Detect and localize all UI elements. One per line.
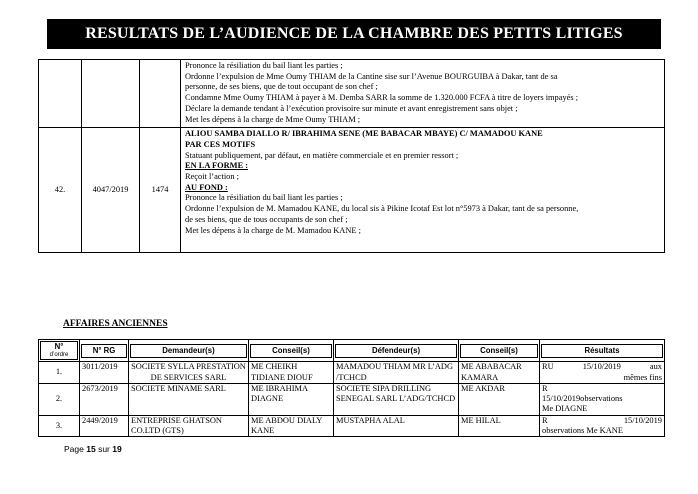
- cell-code: 1474: [140, 128, 181, 253]
- decision-line: Statuant publiquement, par défaut, en matière commerciale et en premier ressort ;: [185, 150, 459, 160]
- header-resultats: Résultats: [540, 340, 665, 362]
- decision-line: Reçoit l’action ;: [185, 172, 239, 182]
- case-parties: ALIOU SAMBA DIALLO R/ IBRAHIMA SENE (ME BABACAR MBAYE) C/ MAMADOU KANE: [185, 129, 543, 139]
- cell-conseil: ME ABDOU DIALY KANE: [249, 415, 334, 437]
- section-title: AFFAIRES ANCIENNES: [63, 319, 168, 329]
- page-number: 15: [86, 444, 96, 454]
- cell-num: 3.: [39, 415, 80, 437]
- header-demandeur: Demandeur(s): [129, 340, 249, 362]
- cell-decision: [181, 60, 665, 128]
- cell-demandeur: SOCIETE MINAME SARL: [129, 383, 249, 415]
- decision-line: Déclare la demande tendant à l’exécution provisoire sur minute et avant enregistrement sans objet ;: [185, 103, 518, 113]
- decision-line: Prononce la résiliation du bail liant les parties ;: [185, 61, 343, 70]
- decision-line: personne, de ses biens, que de tout occupant de son chef ;: [185, 82, 378, 92]
- of-label: sur: [98, 444, 110, 454]
- decision-line: Condamne Mme Oumy THIAM à payer à M. Demba SARR la somme de 1.320.000 FCFA à titre de loyers impayés ;: [185, 93, 579, 103]
- table-row: [39, 415, 665, 437]
- cell-defendeur: MUSTAPHA ALAL: [334, 415, 459, 437]
- cell-resultat: RU 15/10/2019 aux mêmes fins: [540, 362, 665, 384]
- page-total: 19: [112, 444, 122, 454]
- cell-num: 1.: [39, 362, 80, 384]
- old-cases-table: [38, 339, 665, 437]
- cell-demandeur: ENTREPRISE GHATSON CO.LTD (GTS): [129, 415, 249, 437]
- fond-heading: AU FOND :: [185, 182, 228, 192]
- cell-decision: [181, 128, 665, 253]
- page-footer: [64, 444, 122, 454]
- cell-rg: 4047/2019: [82, 128, 140, 253]
- cell-resultat: R 15/10/2019 observations Me KANE: [540, 415, 665, 437]
- table-row: [39, 362, 665, 384]
- cell-demandeur: SOCIETE SYLLA PRESTATION DE SERVICES SARL: [129, 362, 249, 384]
- table-row: [39, 128, 665, 253]
- decision-line: de ses biens, que de tous occupants de son chef ;: [185, 214, 348, 224]
- decision-line: Met les dépens à la charge de M. Mamadou KANE ;: [185, 225, 361, 235]
- cell-resultat: R 15/10/2019observations Me DIAGNE: [540, 383, 665, 415]
- cell-conseil: ME AKDAR: [459, 383, 540, 415]
- cell-code: [140, 60, 181, 128]
- table-row: [39, 60, 665, 128]
- cell-conseil: ME CHEIKH TIDIANE DIOUF: [249, 362, 334, 384]
- cell-conseil: ME IBRAHIMA DIAGNE: [249, 383, 334, 415]
- cell-defendeur: SOCIETE SIPA DRILLING SENEGAL SARL L’ADG/TCHCD: [334, 383, 459, 415]
- page-title: RESULTATS DE L’AUDIENCE DE LA CHAMBRE DES PETITS LITIGES: [47, 19, 661, 49]
- header-num: N° d’ordre: [39, 340, 80, 362]
- header-rg: N° RG: [80, 340, 129, 362]
- cell-num: 42.: [39, 128, 82, 253]
- decision-line: Prononce la résiliation du bail liant les parties ;: [185, 193, 343, 203]
- header-conseil: Conseil(s): [459, 340, 540, 362]
- cell-rg: 2673/2019: [80, 383, 129, 415]
- decision-line: Met les dépens à la charge de Mme Oumy THIAM ;: [185, 114, 361, 124]
- decision-line: Ordonne l’expulsion de M. Mamadou KANE, du local sis à Pikine Icotaf Est lot n°5973 à Dakar, tant de sa personne,: [185, 204, 579, 214]
- motifs-heading: PAR CES MOTIFS: [185, 139, 256, 149]
- table-row: [39, 383, 665, 415]
- header-conseil: Conseil(s): [249, 340, 334, 362]
- forme-heading: EN LA FORME :: [185, 161, 249, 171]
- cell-num: [39, 60, 82, 128]
- header-defendeur: Défendeur(s): [334, 340, 459, 362]
- decision-line: Ordonne l’expulsion de Mme Oumy THIAM de la Cantine sise sur l’Avenue BOURGUIBA à Dakar, tant de sa: [185, 71, 558, 81]
- results-table: [38, 59, 665, 253]
- page-label: Page: [64, 444, 84, 454]
- table-header-row: [39, 340, 665, 362]
- cell-rg: 2449/2019: [80, 415, 129, 437]
- cell-rg: 3011/2019: [80, 362, 129, 384]
- cell-defendeur: MAMADOU THIAM MR L’ADG /TCHCD: [334, 362, 459, 384]
- cell-rg: [82, 60, 140, 128]
- cell-conseil: ME ABABACAR KAMARA: [459, 362, 540, 384]
- cell-num: 2.: [39, 383, 80, 415]
- cell-conseil: ME HILAL: [459, 415, 540, 437]
